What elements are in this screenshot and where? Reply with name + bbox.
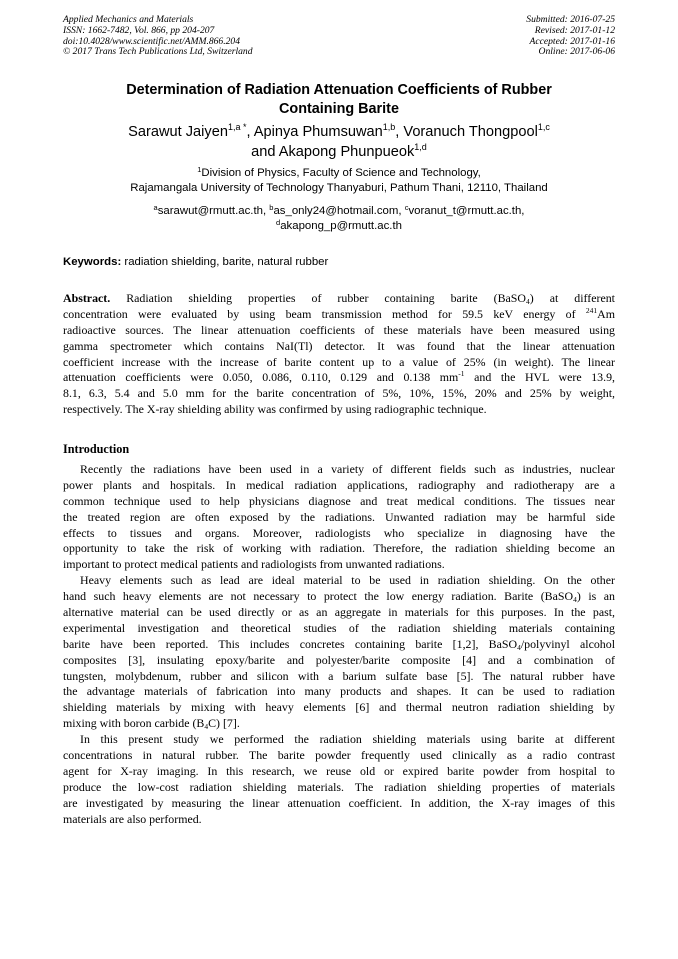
paper-title <box>0 81 678 119</box>
abstract-text: Radiation shielding properties of rubber containing barite (BaSO <box>126 291 527 305</box>
abstract-line <box>63 370 615 386</box>
intro-text: hand such heavy elements are not necessary to protect the low energy radiation. Barite (BaSO <box>63 589 574 604</box>
intro-line: alternative material can be used directly or as an aggregate in materials for this purposes. In the past, <box>63 605 615 620</box>
intro-line: important to protect medical patients and radiologists from unwanted radiations. <box>63 557 445 572</box>
author-separator: , <box>395 124 404 140</box>
affiliation-line-2: Rajamangala University of Technology Thanyaburi, Pathum Thani, 12110, Thailand <box>130 182 548 194</box>
email-d-marker: d <box>276 218 281 227</box>
intro-line: agent for X-ray imaging. In this research, we reuse old or expired barite powder from hospital to <box>63 763 615 778</box>
abstract-text: ) at different <box>529 291 615 305</box>
section-heading-introduction: Introduction <box>63 442 130 456</box>
subscript: 4 <box>204 722 209 732</box>
intro-text: barite have been reported. This includes concretes containing barite [1,2], BaSO <box>63 636 518 651</box>
intro-line: concentrations in natural rubber. The barite powder frequently used clinically as a radio contrast <box>63 748 615 763</box>
intro-line: composites [3], insulating epoxy/barite and polyester/barite composite [4] and a combination of <box>63 652 615 667</box>
intro-line: power plants and hospitals. In medical radiation applications, radiography and radiotherapy are a <box>63 477 615 492</box>
author-1: Sarawut Jaiyen <box>128 124 228 140</box>
author-and: and <box>251 143 276 160</box>
date-submitted: Submitted: 2016-07-25 <box>526 14 615 25</box>
affiliation-text-1: Division of Physics, Faculty of Science and Technology, <box>201 167 481 179</box>
author-2-affil: 1,b <box>382 122 396 132</box>
journal-header-left <box>63 15 253 58</box>
date-revised: Revised: 2017-01-12 <box>534 24 615 36</box>
abstract-text: and the HVL were 13.9, <box>474 370 615 385</box>
abstract-text: Am <box>597 306 615 321</box>
intro-line: produce the low-cost radiation shielding materials. The radiation shielding properties of materials <box>63 779 615 794</box>
keywords-text: radiation shielding, barite, natural rubber <box>124 256 329 268</box>
keywords <box>63 255 328 269</box>
affiliation-line-1 <box>0 166 678 181</box>
affiliation <box>0 166 678 196</box>
superscript: 241 <box>585 305 598 315</box>
intro-line: Heavy elements such as lead are ideal material to be used in radiation shielding. On the other <box>80 573 615 588</box>
intro-line <box>63 589 615 605</box>
author-4: Akapong Phunpueok <box>278 143 415 160</box>
author-3: Voranuch Thongpool <box>403 124 538 140</box>
author-1-affil: 1,a * <box>227 122 247 132</box>
intro-line: opportunity to take the risk of working with radiation. Therefore, the radiation shielding become an <box>63 541 615 556</box>
title-line-1: Determination of Radiation Attenuation Coefficients of Rubber <box>126 82 552 98</box>
journal-header-right <box>526 15 615 58</box>
email-b[interactable]: as_only24@hotmail.com, <box>273 205 402 217</box>
intro-line <box>63 637 615 653</box>
intro-text: ) is an <box>576 589 616 604</box>
intro-line: common technique used to help physicians diagnose and treat medical conditions. The tissues near <box>63 493 615 508</box>
author-emails <box>0 204 678 234</box>
intro-line: In this present study we performed the radiation shielding materials using barite at different <box>80 732 615 747</box>
abstract-line <box>63 291 615 307</box>
email-c[interactable]: voranut_t@rmutt.ac.th, <box>408 205 525 217</box>
abstract <box>63 291 615 418</box>
keywords-label: Keywords: <box>63 256 122 268</box>
journal-doi[interactable]: doi:10.4028/www.scientific.net/AMM.866.204 <box>63 35 241 47</box>
email-a-marker: a <box>153 203 158 212</box>
subscript: 4 <box>517 642 521 652</box>
intro-text: mixing with boron carbide (B <box>63 716 205 731</box>
email-d[interactable]: akapong_p@rmutt.ac.th <box>280 220 402 232</box>
intro-line: Recently the radiations have been used in a variety of different fields such as industries, nuclear <box>80 462 615 476</box>
date-online: Online: 2017-06-06 <box>538 46 615 58</box>
abstract-line: radioactive sources. The linear attenuation coefficients of these materials have been measured using <box>63 322 615 337</box>
author-separator: , <box>246 124 254 140</box>
journal-name: Applied Mechanics and Materials <box>63 14 194 25</box>
journal-copyright: © 2017 Trans Tech Publications Ltd, Switzerland <box>63 46 253 58</box>
date-accepted: Accepted: 2017-01-16 <box>529 35 615 47</box>
journal-issn: ISSN: 1662-7482, Vol. 866, pp 204-207 <box>63 24 215 36</box>
email-line-2 <box>0 219 678 234</box>
abstract-line: respectively. The X-ray shielding ability was confirmed by using radiographic technique. <box>63 402 487 417</box>
intro-line: shielding materials by mixing with heavy elements [6] and thermal neutron radiation shielding by <box>63 700 615 715</box>
email-a[interactable]: sarawut@rmutt.ac.th, <box>157 205 267 217</box>
subscript: 4 <box>526 297 530 306</box>
title-line-2: Containing Barite <box>279 101 399 117</box>
introduction-body <box>63 462 615 827</box>
author-3-affil: 1,c <box>537 122 550 132</box>
intro-line: tungsten, molybdenum, rubber and silicon with a barium sulfate base [5]. The natural rubber have <box>63 668 615 683</box>
intro-line <box>63 716 615 732</box>
intro-line: the treated region are often exposed by the radiations. Unwanted radiation may be harmful side <box>63 509 615 524</box>
abstract-line <box>63 307 615 323</box>
abstract-line: gamma spectrometer which contains NaI(Tl) detector. It was found that the linear attenuation <box>63 338 615 353</box>
affiliation-marker: 1 <box>197 165 202 174</box>
author-list <box>0 123 678 162</box>
abstract-text: attenuation coefficients were 0.050, 0.086, 0.110, 0.129 and 0.138 mm <box>63 370 459 385</box>
abstract-line: coefficient increase with the increase of barite content up to a value of 25% (in weight). The linear <box>63 354 615 369</box>
intro-text: C) [7]. <box>208 716 240 731</box>
intro-line: materials are also performed. <box>63 811 202 826</box>
intro-text: /polyvinyl alcohol <box>520 636 615 651</box>
author-4-affil: 1,d <box>414 141 427 152</box>
intro-line: experimental investigation and theoretical studies of the radiation shielding materials containing <box>63 620 615 635</box>
intro-line: the advantage materials of fabrication into many products and shapes. It can be used to radiation <box>63 684 615 699</box>
abstract-line: 8.1, 6.3, 5.4 and 5.0 mm for the barite concentration of 5%, 10%, 15%, 20% and 25% by weight, <box>63 386 615 401</box>
intro-line: effects to tissues and organs. Moreover, radiologists who specialize in diagnosing have the <box>63 525 615 540</box>
author-line-2 <box>0 143 678 163</box>
email-b-marker: b <box>269 203 274 212</box>
abstract-text: concentration were evaluated by using beam transmission method for 59.5 keV energy of <box>63 306 576 321</box>
superscript: -1 <box>458 369 465 379</box>
abstract-label: Abstract. <box>63 291 111 305</box>
subscript: 4 <box>573 595 577 605</box>
intro-line: are investigated by measuring the linear attenuation coefficient. In addition, the X-ray images of this <box>63 795 615 810</box>
email-c-marker: c <box>404 203 409 212</box>
email-line-1 <box>0 204 678 219</box>
author-2: Apinya Phumsuwan <box>253 124 383 140</box>
author-line-1 <box>0 123 678 143</box>
